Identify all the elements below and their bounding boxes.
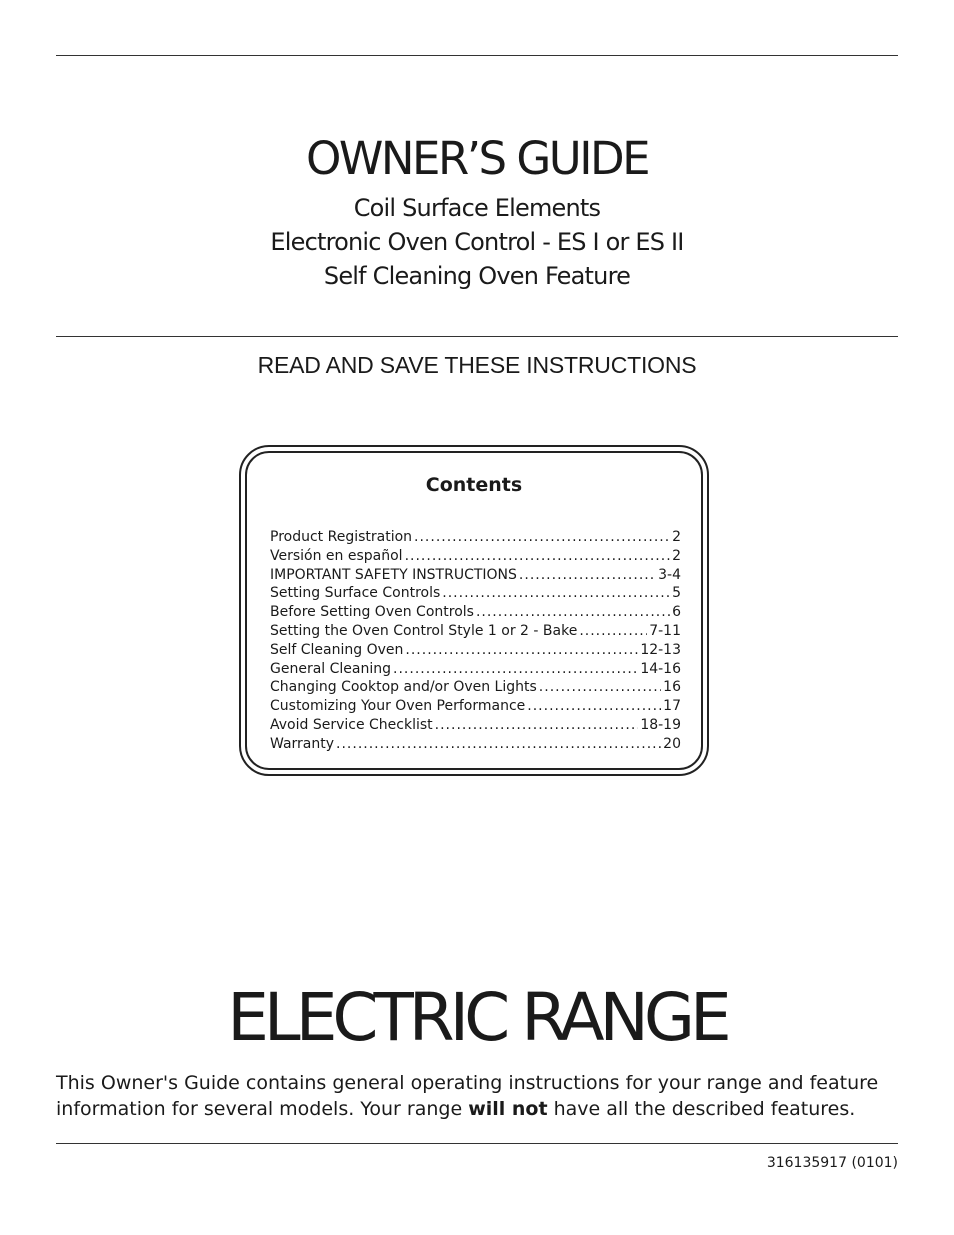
toc-entry-product-registration [270,528,681,547]
intro-paragraph [56,1070,916,1122]
intro-text-after: have all the described features. [547,1098,856,1120]
toc-label: Changing Cooktop and/or Oven Lights [270,679,537,696]
toc-label: Customizing Your Oven Performance [270,698,526,715]
toc-leader-dots [579,622,647,641]
toc-entry-spanish-version [270,547,681,566]
toc-label: Warranty [270,735,335,752]
toc-entry-oven-control-bake [270,622,681,641]
subtitle-self-cleaning: Self Cleaning Oven Feature [323,262,631,290]
toc-page: 14-16 [640,660,681,677]
toc-leader-dots [519,566,656,585]
toc-leader-dots [435,716,639,735]
contents-heading: Contents [425,474,523,496]
product-title: ELECTRIC RANGE [227,979,727,1056]
contents-list [270,528,681,754]
toc-leader-dots [476,603,670,622]
toc-entry-safety-instructions [270,566,681,585]
toc-page: 7-11 [649,622,681,639]
toc-label: Setting Surface Controls [270,585,441,602]
toc-entry-surface-controls [270,584,681,603]
bottom-rule [56,1143,898,1144]
toc-page: 3-4 [658,566,681,583]
toc-label: Setting the Oven Control Style 1 or 2 - Bake [270,622,578,639]
part-number: 316135917 (0101) [766,1155,898,1171]
toc-leader-dots [336,735,661,754]
intro-text-before: This Owner's Guide contains general operating instructions for your range and feature information for several models. Your range [56,1072,879,1120]
toc-leader-dots [527,697,661,716]
toc-page: 2 [672,547,681,564]
toc-label: Self Cleaning Oven [270,641,404,658]
toc-entry-customizing-oven [270,697,681,716]
toc-entry-changing-lights [270,678,681,697]
toc-page: 16 [663,679,681,696]
guide-title: OWNER’S GUIDE [305,132,649,185]
toc-leader-dots [405,547,671,566]
subtitle-coil-elements: Coil Surface Elements [353,194,601,222]
toc-label: Product Registration [270,529,413,545]
toc-page: 2 [672,529,681,545]
toc-label: IMPORTANT SAFETY INSTRUCTIONS [270,566,517,583]
toc-leader-dots [414,528,670,547]
toc-page: 18-19 [640,716,681,733]
intro-text-emphasis: will not [468,1098,548,1120]
toc-leader-dots [539,678,661,697]
toc-label: General Cleaning [270,660,392,677]
toc-leader-dots [405,641,638,660]
toc-page: 5 [672,585,681,602]
toc-label: Avoid Service Checklist [270,716,433,733]
toc-entry-general-cleaning [270,660,681,679]
toc-page: 12-13 [640,641,681,658]
toc-page: 6 [672,604,681,621]
toc-label: Before Setting Oven Controls [270,604,474,621]
read-save-notice: READ AND SAVE THESE INSTRUCTIONS [257,352,697,378]
toc-entry-service-checklist [270,716,681,735]
toc-label: Versión en español [270,547,403,564]
middle-rule [56,336,898,337]
toc-page: 17 [663,698,681,715]
toc-entry-self-cleaning-oven [270,641,681,660]
toc-page: 20 [663,735,681,752]
subtitle-oven-control: Electronic Oven Control - ES I or ES II [270,228,684,256]
toc-entry-before-oven-controls [270,603,681,622]
toc-leader-dots [442,584,670,603]
toc-entry-warranty [270,735,681,754]
toc-leader-dots [393,660,638,679]
top-rule [56,55,898,56]
